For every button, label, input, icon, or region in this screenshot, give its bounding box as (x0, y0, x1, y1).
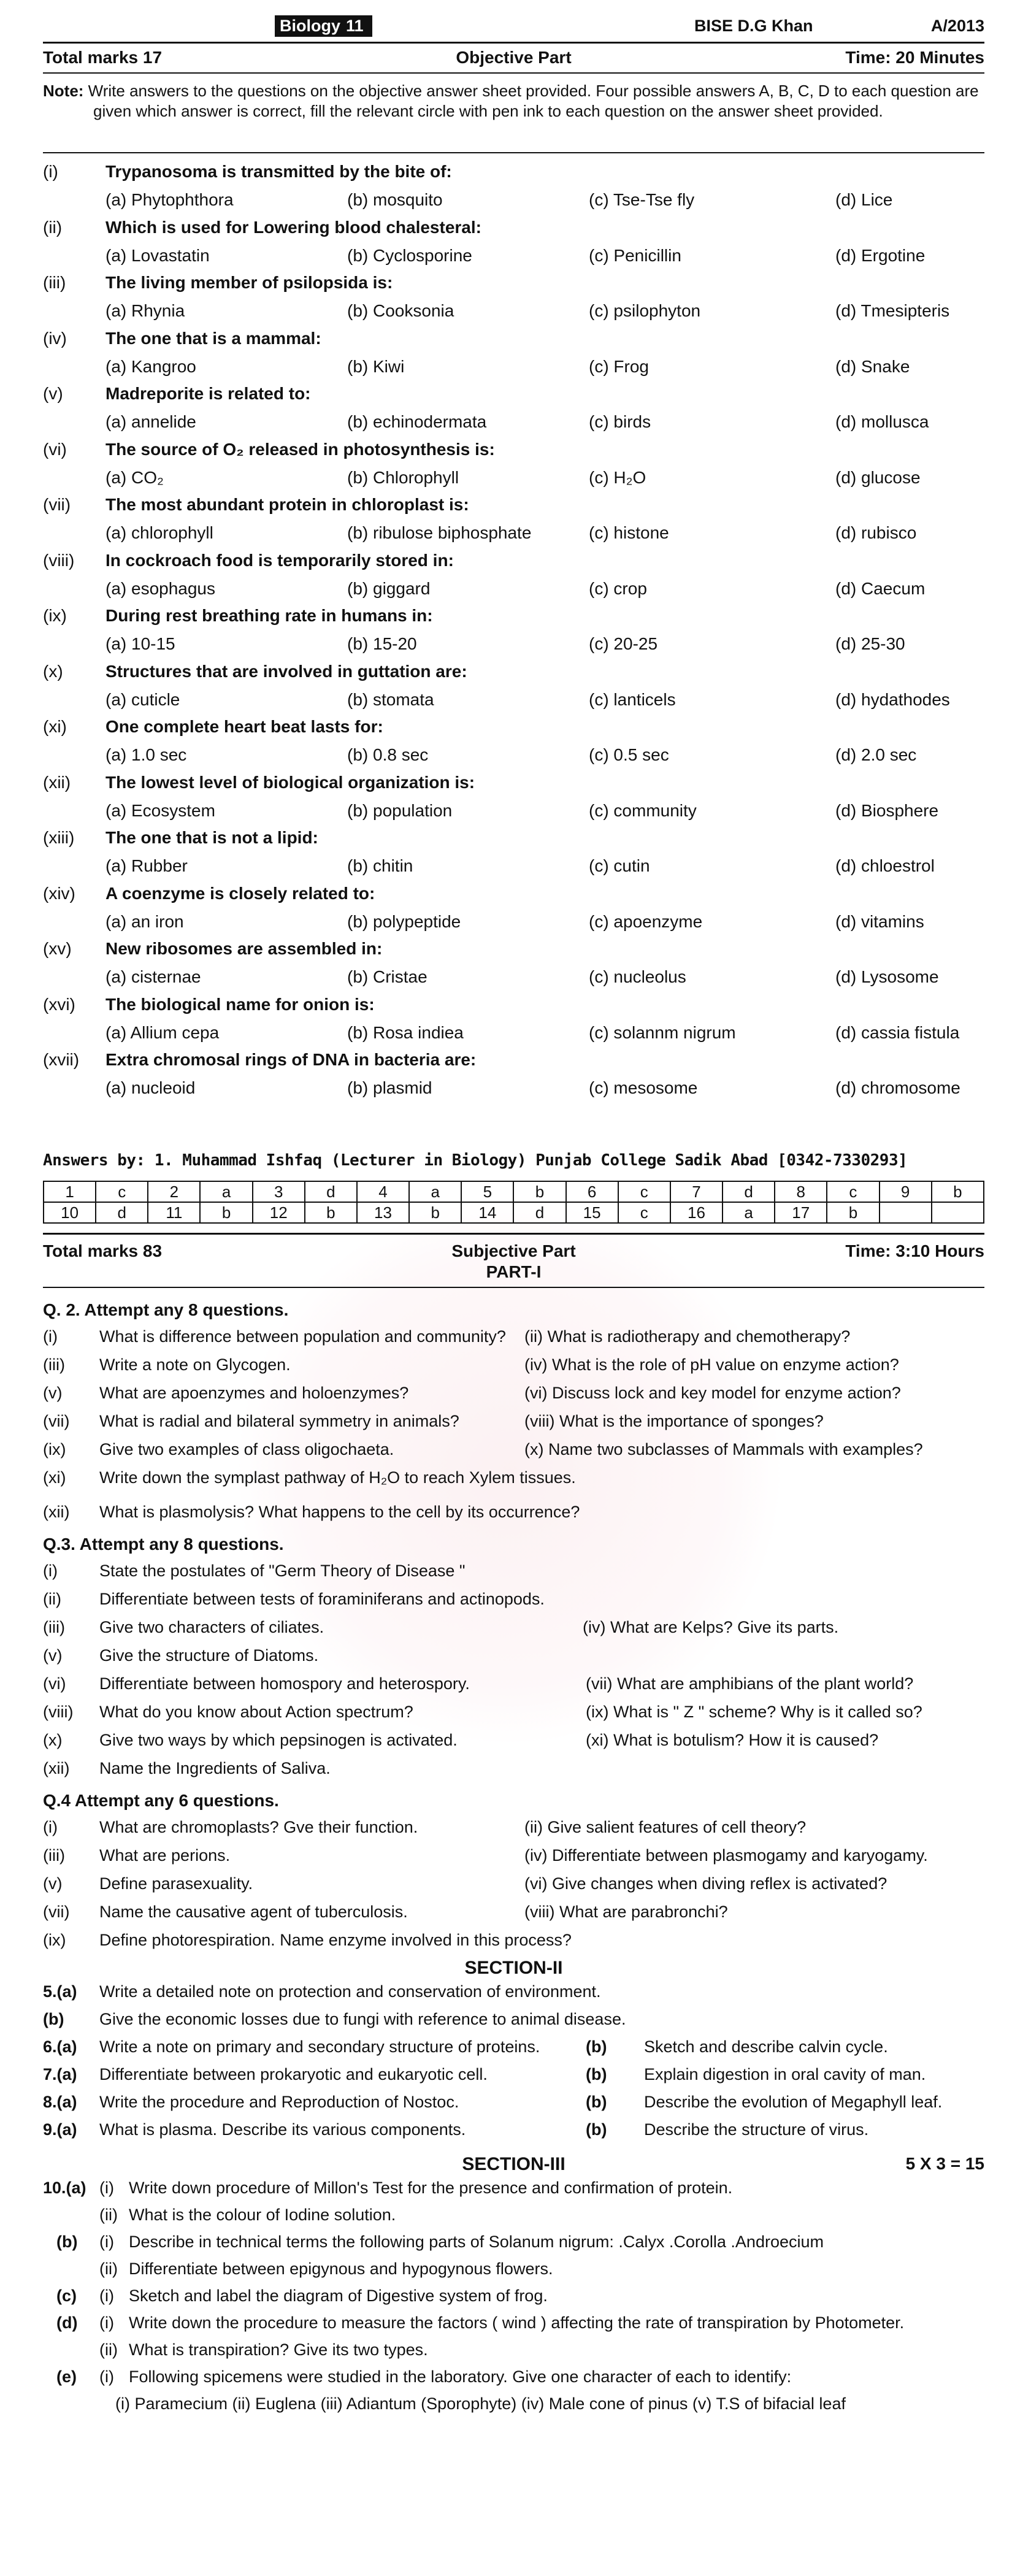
objective-title: Objective Part (456, 48, 572, 67)
question-text: What are chromoplasts? Gve their function. (99, 1818, 418, 1836)
question-text: Define parasexuality. (99, 1874, 253, 1893)
answer-key-row (44, 1202, 984, 1223)
question-text-right: (iv) What is the role of pH value on enzyme action? (524, 1355, 899, 1374)
subject-name: Biology (280, 16, 340, 35)
question-text: What is difference between population and community? (99, 1327, 506, 1346)
mcq-option-c: (c) H₂O (589, 467, 646, 487)
mcq-question: The one that is a mammal: (105, 328, 321, 348)
answer-key-letter: a (723, 1202, 775, 1223)
answer-key-number: 12 (253, 1202, 305, 1223)
mcq-number: (vii) (43, 495, 71, 514)
subjective-title: Subjective Part (451, 1241, 576, 1260)
mcq-option-a: (a) an iron (105, 911, 184, 931)
mcq-option-d: (d) Ergotine (835, 245, 926, 265)
answer-key-number: 4 (357, 1181, 409, 1202)
answer-key-number: 11 (148, 1202, 200, 1223)
section-3-qnum: (c) (56, 2287, 77, 2305)
mcq-item (43, 380, 984, 436)
mcq-item (43, 880, 984, 936)
section-2-qnum: 9.(a) (43, 2120, 77, 2139)
question-text-right: (ii) Give salient features of cell theory? (524, 1818, 807, 1836)
mcq-option-a: (a) chlorophyll (105, 523, 213, 542)
mcq-question: The living member of psilopsida is: (105, 273, 393, 292)
mcq-number: (iii) (43, 273, 66, 292)
answer-key-letter: b (200, 1202, 252, 1223)
question-text-right: (xi) What is botulism? How it is caused? (586, 1731, 879, 1749)
answer-key-letter: b (827, 1202, 879, 1223)
question-text: What is radial and bilateral symmetry in animals? (99, 1412, 459, 1430)
question-number: (vii) (43, 1412, 70, 1430)
question-heading: Q.3. Attempt any 8 questions. (43, 1535, 284, 1554)
mcq-option-a: (a) Lovastatin (105, 245, 210, 265)
mcq-option-a: (a) 10-15 (105, 634, 175, 653)
objective-time: Time: 20 Minutes (845, 48, 984, 67)
answer-key-number: 15 (566, 1202, 618, 1223)
mcq-item (43, 602, 984, 658)
question-text: What do you know about Action spectrum? (99, 1703, 413, 1721)
mcq-option-d: (d) Biosphere (835, 800, 939, 820)
section-2-part: (b) (586, 2037, 607, 2056)
paper-header (43, 13, 984, 38)
section-2-part: (b) (586, 2065, 607, 2083)
section-3-text: Write down procedure of Millon's Test for the presence and confirmation of protein. (129, 2179, 733, 2197)
answer-key-table (43, 1181, 984, 1224)
mcq-option-b: (b) stomata (347, 689, 434, 709)
mcq-option-b: (b) Cristae (347, 967, 427, 986)
question-number: (xii) (43, 1503, 70, 1521)
question-heading: Q. 2. Attempt any 8 questions. (43, 1300, 289, 1319)
mcq-option-b: (b) 15-20 (347, 634, 417, 653)
mcq-option-c: (c) Tse-Tse fly (589, 190, 695, 209)
question-text-right: (vi) Discuss lock and key model for enzyme action? (524, 1384, 901, 1402)
header-rule (43, 42, 984, 44)
mcq-question: New ribosomes are assembled in: (105, 939, 383, 958)
mcq-number: (iv) (43, 328, 67, 348)
class-badge: 11 (342, 15, 367, 36)
question-text: Differentiate between homospory and heterospory. (99, 1674, 470, 1693)
objective-rule (43, 72, 984, 74)
section-3-qnum: (d) (56, 2313, 78, 2332)
question-number: (v) (43, 1874, 63, 1893)
mcq-question: In cockroach food is temporarily stored in: (105, 550, 454, 570)
mcq-option-b: (b) Chlorophyll (347, 467, 459, 487)
mcq-question: During rest breathing rate in humans in: (105, 606, 433, 625)
answer-key-letter: a (200, 1181, 252, 1202)
mcq-option-a: (a) nucleoid (105, 1078, 196, 1097)
mcq-number: (xiii) (43, 828, 75, 847)
question-text: What are apoenzymes and holoenzymes? (99, 1384, 409, 1402)
mcq-question: The most abundant protein in chloroplast is: (105, 495, 469, 514)
question-number: (ix) (43, 1440, 66, 1459)
section-3-text: Describe in technical terms the following parts of Solanum nigrum: .Calyx .Corolla .Androecium (129, 2233, 824, 2251)
question-text-right: (ix) What is " Z " scheme? Why is it called so? (586, 1703, 922, 1721)
answer-key-letter: d (305, 1181, 357, 1202)
mcq-option-a: (a) Allium cepa (105, 1022, 220, 1042)
part-title: PART-I (486, 1262, 542, 1281)
mcq-item (43, 269, 984, 325)
section-3-qnum: (b) (56, 2233, 78, 2251)
mcq-option-c: (c) lanticels (589, 689, 676, 709)
answer-key-number (880, 1202, 932, 1223)
mcq-item (43, 547, 984, 603)
mcq-option-b: (b) mosquito (347, 190, 443, 209)
answer-key-letter: d (723, 1181, 775, 1202)
mcq-option-d: (d) 25-30 (835, 634, 905, 653)
question-number: (i) (43, 1562, 58, 1580)
question-text: Write a note on Glycogen. (99, 1355, 291, 1374)
question-number: (vi) (43, 1674, 66, 1693)
question-text: Name the Ingredients of Saliva. (99, 1759, 331, 1777)
mcq-option-b: (b) polypeptide (347, 911, 461, 931)
mcq-list (43, 158, 984, 1102)
question-text: Differentiate between tests of foraminiferans and actinopods. (99, 1590, 545, 1608)
section-3-text: (i) Paramecium (ii) Euglena (iii) Adiantum (Sporophyte) (iv) Male cone of pinus (v) T.S of bifacial leaf (115, 2394, 846, 2413)
answer-key-letter: c (827, 1181, 879, 1202)
question-number: (x) (43, 1731, 63, 1749)
mcq-option-c: (c) mesosome (589, 1078, 698, 1097)
answer-key-letter: d (513, 1202, 565, 1223)
mcq-option-a: (a) Ecosystem (105, 800, 215, 820)
mcq-question: A coenzyme is closely related to: (105, 883, 375, 903)
mcq-option-b: (b) chitin (347, 856, 413, 875)
mcq-question: Trypanosoma is transmitted by the bite of: (105, 162, 452, 181)
mcq-option-d: (d) Caecum (835, 578, 926, 598)
question-text: State the postulates of "Germ Theory of Disease " (99, 1562, 466, 1580)
mcq-option-d: (d) Lysosome (835, 967, 939, 986)
question-text: Give two characters of ciliates. (99, 1618, 324, 1636)
subjective-header (43, 1241, 984, 1284)
question-text: Give two ways by which pepsinogen is activated. (99, 1731, 458, 1749)
mcq-option-b: (b) Rosa indiea (347, 1022, 464, 1042)
mcq-option-c: (c) birds (589, 412, 651, 431)
objective-total-marks: Total marks 17 (43, 48, 163, 67)
mcq-option-c: (c) 20-25 (589, 634, 658, 653)
mcq-option-b: (b) 0.8 sec (347, 745, 429, 764)
answer-key-number: 7 (670, 1181, 723, 1202)
mcq-number: (xi) (43, 717, 67, 736)
mcq-option-d: (d) hydathodes (835, 689, 950, 709)
question-number: (xi) (43, 1468, 66, 1487)
section-3-title: SECTION-III (462, 2154, 565, 2174)
section-2-question-b: Explain digestion in oral cavity of man. (644, 2065, 926, 2083)
mcq-option-c: (c) Frog (589, 356, 649, 376)
subject-badge (275, 15, 372, 37)
question-number: (ii) (43, 1590, 61, 1608)
section-3-subpart: (i) (99, 2287, 114, 2305)
answer-key-letter: c (618, 1181, 670, 1202)
mcq-option-b: (b) Cyclosporine (347, 245, 472, 265)
mcq-question: Extra chromosal rings of DNA in bacteria are: (105, 1050, 477, 1069)
question-text-right: (iv) What are Kelps? Give its parts. (583, 1618, 839, 1636)
section-2-question: Write the procedure and Reproduction of Nostoc. (99, 2093, 459, 2111)
section-2-qnum: 7.(a) (43, 2065, 77, 2083)
answer-key-letter: b (932, 1181, 984, 1202)
mcq-option-d: (d) cassia fistula (835, 1022, 960, 1042)
question-text: Write down the symplast pathway of H₂O to reach Xylem tissues. (99, 1468, 576, 1487)
mcq-question: Which is used for Lowering blood chalesteral: (105, 217, 481, 237)
mcq-question: Structures that are involved in guttation are: (105, 661, 467, 681)
section-3-text: What is transpiration? Give its two types. (129, 2340, 428, 2359)
answer-key-letter: d (96, 1202, 148, 1223)
mcq-option-b: (b) echinodermata (347, 412, 487, 431)
mcq-option-c: (c) solannm nigrum (589, 1022, 736, 1042)
mcq-item (43, 658, 984, 714)
question-number: (xii) (43, 1759, 70, 1777)
section-3-subpart: (i) (99, 2313, 114, 2332)
mcq-option-c: (c) histone (589, 523, 669, 542)
mcq-item (43, 1046, 984, 1102)
question-number: (viii) (43, 1703, 74, 1721)
section-3-subpart: (i) (99, 2233, 114, 2251)
mcq-number: (xii) (43, 772, 71, 792)
section-2-question-b: Describe the structure of virus. (644, 2120, 869, 2139)
section-3-marks: 5 X 3 = 15 (905, 2154, 984, 2173)
mcq-item (43, 325, 984, 381)
section-3-subpart: (i) (99, 2367, 114, 2386)
question-text: What are perions. (99, 1846, 231, 1865)
question-text-right: (vi) Give changes when diving reflex is activated? (524, 1874, 887, 1893)
mcq-item (43, 935, 984, 991)
question-number: (ix) (43, 1931, 66, 1949)
board-name: BISE D.G Khan (694, 16, 813, 35)
mcq-option-d: (d) chromosome (835, 1078, 960, 1097)
question-number: (iii) (43, 1618, 65, 1636)
mcq-option-c: (c) community (589, 800, 697, 820)
question-4 (43, 1791, 984, 1949)
section-3-text: What is the colour of Iodine solution. (129, 2206, 396, 2224)
question-number: (v) (43, 1646, 63, 1665)
mcq-number: (v) (43, 384, 63, 403)
mcq-option-a: (a) annelide (105, 412, 196, 431)
section-2-question: Give the economic losses due to fungi with reference to animal disease. (99, 2010, 626, 2028)
question-2 (43, 1300, 984, 1521)
section-3 (43, 2154, 984, 2413)
section-2-qnum: (b) (43, 2010, 64, 2028)
mcq-question: One complete heart beat lasts for: (105, 717, 383, 736)
question-number: (iii) (43, 1846, 65, 1865)
mcq-number: (x) (43, 661, 63, 681)
mcq-question: The lowest level of biological organization is: (105, 772, 475, 792)
subjective-rule (43, 1287, 984, 1288)
answer-key-number: 10 (44, 1202, 96, 1223)
question-text: What is plasmolysis? What happens to the cell by its occurrence? (99, 1503, 580, 1521)
mcq-option-b: (b) Cooksonia (347, 301, 454, 320)
mcq-option-a: (a) 1.0 sec (105, 745, 187, 764)
mcq-option-d: (d) vitamins (835, 911, 924, 931)
mcq-option-d: (d) Snake (835, 356, 910, 376)
mcq-option-b: (b) giggard (347, 578, 431, 598)
section-3-subpart: (i) (99, 2179, 114, 2197)
mcq-option-b: (b) population (347, 800, 453, 820)
mcq-option-c: (c) cutin (589, 856, 650, 875)
mcq-question: The source of O₂ released in photosynthesis is: (105, 439, 495, 459)
mcq-number: (vi) (43, 439, 67, 459)
mcq-option-c: (c) Penicillin (589, 245, 681, 265)
section-2-qnum: 5.(a) (43, 1982, 77, 2001)
answer-key-letter: b (513, 1181, 565, 1202)
question-text-right: (ii) What is radiotherapy and chemotherapy? (524, 1327, 851, 1346)
mcq-option-d: (d) rubisco (835, 523, 917, 542)
mcq-option-d: (d) 2.0 sec (835, 745, 917, 764)
question-number: (vii) (43, 1903, 70, 1921)
question-number: (iii) (43, 1355, 65, 1374)
mcq-item (43, 824, 984, 880)
question-number: (i) (43, 1327, 58, 1346)
answer-key-letter: b (409, 1202, 461, 1223)
paper-code: A/2013 (930, 16, 984, 35)
note-label: Note: (43, 82, 84, 100)
mcq-option-d: (d) Lice (835, 190, 893, 209)
answer-key-letter: b (305, 1202, 357, 1223)
question-number: (i) (43, 1818, 58, 1836)
subjective-time: Time: 3:10 Hours (845, 1241, 984, 1260)
mcq-option-c: (c) apoenzyme (589, 911, 703, 931)
mcq-question: The one that is not a lipid: (105, 828, 318, 847)
answer-key-number: 1 (44, 1181, 96, 1202)
section-2-question-b: Describe the evolution of Megaphyll leaf. (644, 2093, 943, 2111)
section-3-subpart: (ii) (99, 2206, 118, 2224)
answer-key-number: 3 (253, 1181, 305, 1202)
mcq-question: Madreporite is related to: (105, 384, 311, 403)
mcq-option-a: (a) cuticle (105, 689, 180, 709)
question-text-right: (viii) What are parabronchi? (524, 1903, 728, 1921)
section-2-part: (b) (586, 2093, 607, 2111)
section-2-question: Differentiate between prokaryotic and eukaryotic cell. (99, 2065, 488, 2083)
question-text-right: (viii) What is the importance of sponges? (524, 1412, 824, 1430)
answer-key-number: 14 (461, 1202, 513, 1223)
note-text: Write answers to the questions on the objective answer sheet provided. Four possible answers A, B, C, D to each question are given which answer is correct, fill the relevant circle with pen ink to each question on the answer sheet provided. (88, 82, 979, 120)
question-text-right: (vii) What are amphibians of the plant world? (586, 1674, 914, 1693)
section-2-question: Write a note on primary and secondary structure of proteins. (99, 2037, 540, 2056)
mcq-number: (viii) (43, 550, 75, 570)
mcq-option-b: (b) Kiwi (347, 356, 405, 376)
mcq-option-a: (a) esophagus (105, 578, 216, 598)
mcq-option-a: (a) CO₂ (105, 467, 164, 487)
mcq-item (43, 436, 984, 492)
mcq-number: (ii) (43, 217, 63, 237)
answer-key-letter: c (96, 1181, 148, 1202)
answer-key-letter: c (618, 1202, 670, 1223)
section-3-text: Write down the procedure to measure the factors ( wind ) affecting the rate of transpiration by Photometer. (129, 2313, 905, 2332)
mcq-option-a: (a) Phytophthora (105, 190, 234, 209)
mcq-item (43, 491, 984, 547)
mcq-item (43, 769, 984, 825)
mcq-number: (xvii) (43, 1050, 80, 1069)
mcq-number: (xv) (43, 939, 72, 958)
mcq-option-a: (a) Kangroo (105, 356, 196, 376)
mcq-number: (i) (43, 162, 58, 181)
question-number: (v) (43, 1384, 63, 1402)
section-2-question-b: Sketch and describe calvin cycle. (644, 2037, 888, 2056)
answers-by: Answers by: 1. Muhammad Ishfaq (Lecturer in Biology) Punjab College Sadik Abad [0342-7330293] (43, 1151, 908, 1170)
mcq-option-b: (b) plasmid (347, 1078, 432, 1097)
mcq-option-d: (d) Tmesipteris (835, 301, 950, 320)
question-text: Give the structure of Diatoms. (99, 1646, 319, 1665)
section-2-qnum: 6.(a) (43, 2037, 77, 2056)
mcq-option-b: (b) ribulose biphosphate (347, 523, 532, 542)
answer-key-number: 2 (148, 1181, 200, 1202)
mcq-option-c: (c) psilophyton (589, 301, 701, 320)
section-3-subpart: (ii) (99, 2340, 118, 2359)
answer-key-number: 16 (670, 1202, 723, 1223)
answer-key-number: 5 (461, 1181, 513, 1202)
mcq-option-c: (c) nucleolus (589, 967, 686, 986)
section-3-text: Sketch and label the diagram of Digestive system of frog. (129, 2287, 548, 2305)
section-2 (43, 1958, 984, 2139)
mcq-option-c: (c) crop (589, 578, 647, 598)
mcq-item (43, 713, 984, 769)
question-text-right: (iv) Differentiate between plasmogamy and karyogamy. (524, 1846, 928, 1865)
question-heading: Q.4 Attempt any 6 questions. (43, 1791, 279, 1810)
note-rule (43, 152, 984, 153)
mcq-question: The biological name for onion is: (105, 994, 375, 1014)
mcq-number: (xvi) (43, 994, 75, 1014)
question-text-right: (x) Name two subclasses of Mammals with examples? (524, 1440, 923, 1459)
answer-key-number: 6 (566, 1181, 618, 1202)
section-3-qnum: (e) (56, 2367, 77, 2386)
mcq-option-a: (a) cisternae (105, 967, 201, 986)
mcq-option-c: (c) 0.5 sec (589, 745, 669, 764)
section-3-qnum: 10.(a) (43, 2179, 86, 2197)
answer-key-number: 9 (880, 1181, 932, 1202)
section-2-qnum: 8.(a) (43, 2093, 77, 2111)
section-2-question: Write a detailed note on protection and conservation of environment. (99, 1982, 601, 2001)
answer-key-number: 17 (775, 1202, 827, 1223)
instructions-note (43, 81, 984, 121)
section-2-title: SECTION-II (464, 1958, 563, 1978)
mcq-item (43, 991, 984, 1047)
mcq-number: (ix) (43, 606, 67, 625)
section-2-question: What is plasma. Describe its various components. (99, 2120, 466, 2139)
answer-key-number: 13 (357, 1202, 409, 1223)
question-text: Name the causative agent of tuberculosis. (99, 1903, 408, 1921)
section-2-part: (b) (586, 2120, 607, 2139)
answer-key-letter (932, 1202, 984, 1223)
section-3-text: Differentiate between epigynous and hypogynous flowers. (129, 2260, 553, 2278)
mcq-option-d: (d) chloestrol (835, 856, 935, 875)
mcq-option-d: (d) mollusca (835, 412, 929, 431)
mcq-item (43, 214, 984, 270)
section-3-subpart: (ii) (99, 2260, 118, 2278)
mcq-item (43, 158, 984, 214)
subjective-total-marks: Total marks 83 (43, 1241, 163, 1260)
question-text: Define photorespiration. Name enzyme involved in this process? (99, 1931, 572, 1949)
key-rule (43, 1233, 984, 1235)
mcq-option-d: (d) glucose (835, 467, 921, 487)
mcq-number: (xiv) (43, 883, 75, 903)
section-3-text: Following spicemens were studied in the laboratory. Give one character of each to identify: (129, 2367, 792, 2386)
mcq-option-a: (a) Rubber (105, 856, 188, 875)
answer-key-letter: a (409, 1181, 461, 1202)
objective-header (43, 47, 984, 69)
answer-key-number: 8 (775, 1181, 827, 1202)
question-3 (43, 1535, 984, 1777)
question-text: Give two examples of class oligochaeta. (99, 1440, 394, 1459)
answer-key-row (44, 1181, 984, 1202)
mcq-option-a: (a) Rhynia (105, 301, 185, 320)
